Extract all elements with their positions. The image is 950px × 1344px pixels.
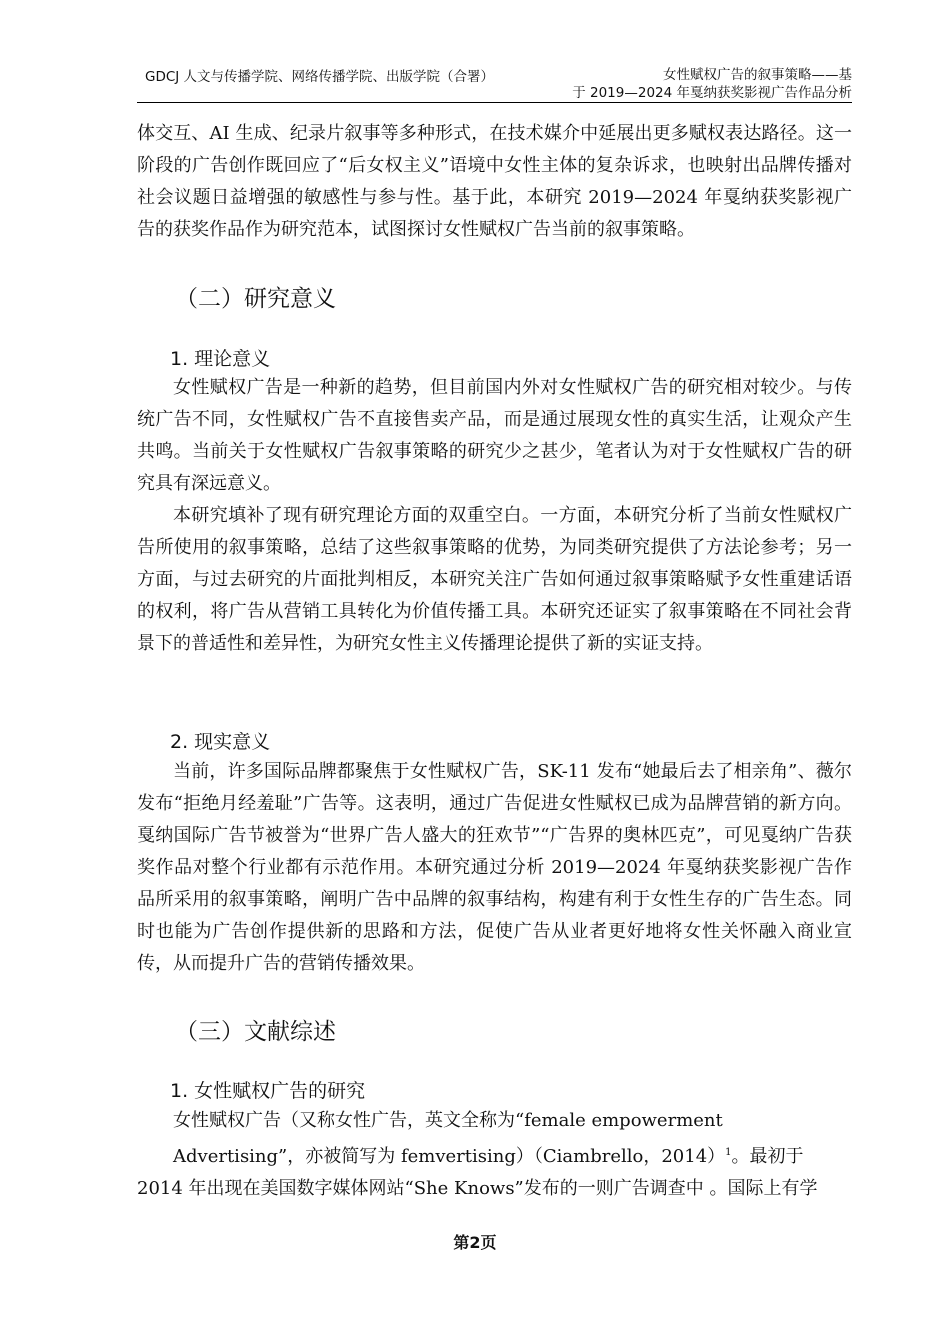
- paragraph: 女性赋权广告是一种新的趋势，但目前国内外对女性赋权广告的研究相对较少。与传统广告不同，女性赋权广告不直接售卖产品，而是通过展现女性的真实生活，让观众产生共鸣。当前关于女性赋权广告叙事策略的研究少之甚少，笔者认为对于女性赋权广告的研究具有深远意义。: [137, 377, 852, 494]
- header-title-line2: 于 2019—2024 年戛纳获奖影视广告作品分析: [572, 85, 852, 101]
- text-run: 。最初于: [731, 1146, 804, 1167]
- text-run: Advertising”，亦被简写为 femvertising）（Ciambrello，2014）: [173, 1146, 726, 1167]
- header-title: [572, 66, 852, 102]
- header-institution: GDCJ 人文与传播学院、网络传播学院、出版学院（合署）: [145, 69, 495, 85]
- text-line: 2014 年出现在美国数字媒体网站“She Knows”发布的一则广告调查中 。国际上有学: [137, 1178, 818, 1199]
- paragraph: 本研究填补了现有研究理论方面的双重空白。一方面，本研究分析了当前女性赋权广告所使用的叙事策略，总结了这些叙事策略的优势，为同类研究提供了方法论参考；另一方面，与过去研究的片面批判相反，本研究关注广告如何通过叙事策略赋予女性重建话语的权利，将广告从营销工具转化为价值传播工具。本研究还证实了叙事策略在不同社会背景下的普适性和差异性，为研究女性主义传播理论提供了新的实证支持。: [137, 505, 852, 654]
- theory-body: [137, 372, 852, 660]
- intro-paragraph: [137, 118, 852, 246]
- text-line: [137, 1137, 852, 1173]
- text-line: 女性赋权广告（又称女性广告，英文全称为“female empowerment: [173, 1110, 723, 1131]
- subsection-heading-theory: 1. 理论意义: [170, 348, 271, 370]
- subsection-heading-practice: 2. 现实意义: [170, 731, 271, 753]
- practice-body: [137, 756, 852, 980]
- subsection-heading-femvertising: 1. 女性赋权广告的研究: [170, 1080, 366, 1102]
- footnote-marker: 1: [725, 1147, 732, 1158]
- intro-text: 体交互、AI 生成、纪录片叙事等多种形式，在技术媒介中延展出更多赋权表达路径。这一阶段的广告创作既回应了“后女权主义”语境中女性主体的复杂诉求，也映射出品牌传播对社会议题日益增强的敏感性与参与性。基于此，本研究 2019—2024 年戛纳获奖影视广告的获奖作品作为研究范本，试图探讨女性赋权广告当前的叙事策略。: [137, 123, 852, 240]
- paragraph: 当前，许多国际品牌都聚焦于女性赋权广告，SK-11 发布“她最后去了相亲角”、薇尔发布“拒绝月经羞耻”广告等。这表明，通过广告促进女性赋权已成为品牌营销的新方向。戛纳国际广告节被誉为“世界广告人盛大的狂欢节”“广告界的奥林匹克”，可见戛纳广告获奖作品对整个行业都有示范作用。本研究通过分析 2019—2024 年戛纳获奖影视广告作品所采用的叙事策略，阐明广告中品牌的叙事结构，构建有利于女性生存的广告生态。同时也能为广告创作提供新的思路和方法，促使广告从业者更好地将女性关怀融入商业宣传，从而提升广告的营销传播效果。: [137, 761, 852, 974]
- section-heading-significance: （二）研究意义: [175, 286, 336, 312]
- page-number: 第2页: [453, 1233, 497, 1252]
- section-heading-literature: （三）文献综述: [175, 1019, 336, 1045]
- header-title-line1: 女性赋权广告的叙事策略——基: [663, 67, 852, 83]
- page-header: [137, 66, 852, 103]
- femvertising-body: [137, 1105, 852, 1205]
